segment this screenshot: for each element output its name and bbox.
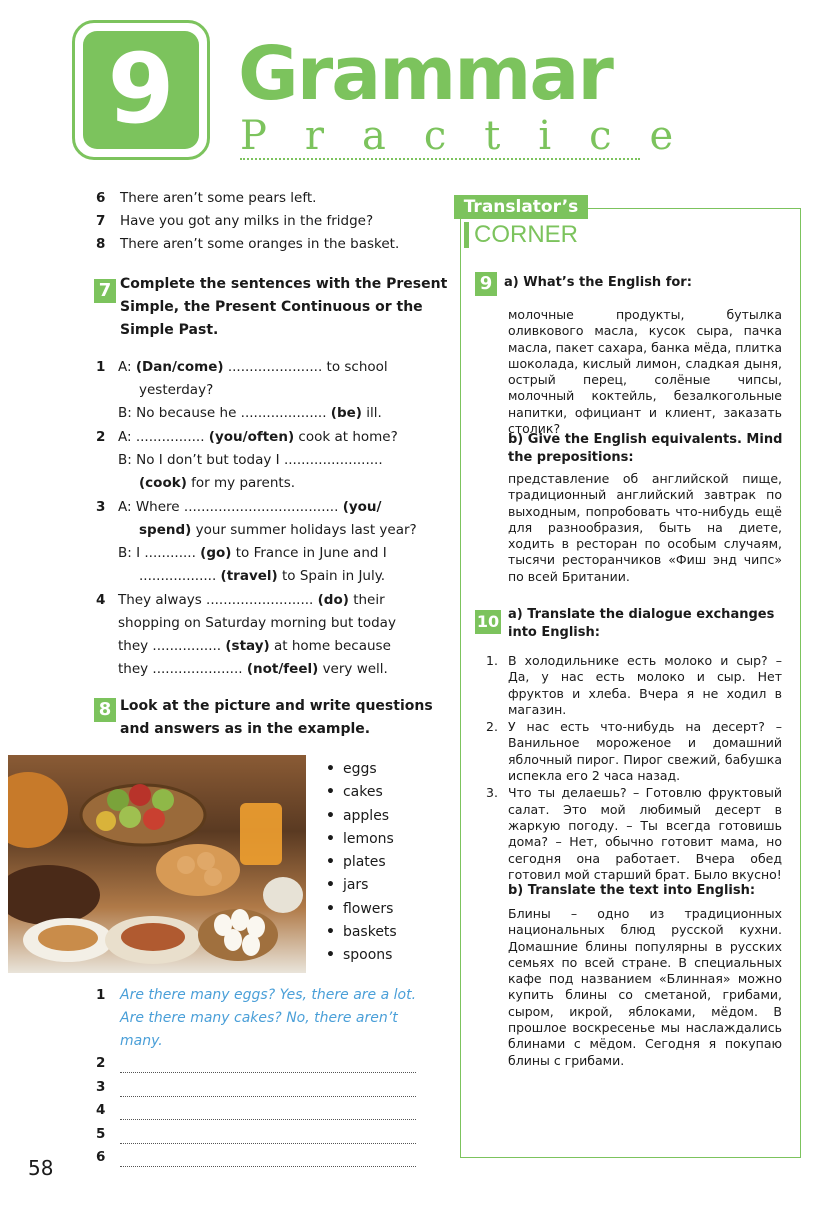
item-number: 8 [96,236,106,252]
answer-line [120,1119,416,1120]
dialogue-item [486,719,782,784]
item-number: 4 [96,592,106,608]
heading-line: into English: [508,625,600,640]
exercise-line [118,496,381,519]
food-picture [8,755,306,973]
exercise-10a-list [486,653,782,883]
verb-prompt: (cook) [139,475,187,491]
exercise-9b-text: представление об английской пище, традиционный английский завтрак по выходным, попробовать что-нибудь ещё для разнообразия, быть на диете, ходить в ресторан по особым случаям, тысячи ресторанчиков «Фиш энд чипс» по всей Британии. [508,471,782,584]
exercise-line [118,658,388,681]
line-text: .................. [139,568,221,584]
example-answer [120,984,416,1053]
exercise-line [139,565,385,588]
verb-prompt: spend) [139,522,192,538]
dialogue-text: В холодильнике есть молоко и сыр? – Да, у нас есть молоко и сыр. Нет фруктов и хлеба. Вчера я не ходил в магазин. [508,653,782,717]
verb-prompt: (not/feel) [246,661,319,677]
word-item: • jars [326,874,397,897]
exercise-line [118,426,398,449]
exercise-10-badge: 10 [475,610,501,634]
line-text: they ................ [118,638,226,654]
exercise-9-badge: 9 [475,272,497,296]
line-text: shopping on Saturday morning but today [118,615,396,631]
chapter-badge [72,20,210,160]
exercise-line [118,402,382,425]
word-item: • apples [326,805,397,828]
word-item: • lemons [326,828,397,851]
exercise-8-badge: 8 [94,698,116,722]
exercise-line [118,589,385,612]
exercise-7-instruction [120,273,447,342]
exercise-line [139,472,295,495]
line-text: ill. [361,405,382,421]
line-text: ...................... to school [223,359,388,375]
line-text: very well. [318,661,388,677]
blank-number: 3 [96,1078,106,1095]
answer-line [120,1143,416,1144]
word-item: • cakes [326,781,397,804]
example-line: Are there many eggs? Yes, there are a lot. [120,987,417,1003]
answer-line [120,1096,416,1097]
heading-line: the prepositions: [508,450,634,465]
verb-prompt: (do) [317,592,349,608]
exercise-line [139,379,213,402]
verb-prompt: (travel) [220,568,278,584]
word-item: • flowers [326,898,397,921]
line-text: B: I ............ [118,545,201,561]
verb-prompt: (you/often) [208,429,295,445]
exercise-10b-heading: b) Translate the text into English: [508,883,756,898]
word-item: • baskets [326,921,397,944]
verb-prompt: (Dan/come) [135,359,224,375]
line-text: B: No I don’t but today I ....................... [118,452,383,468]
blank-number: 5 [96,1125,106,1142]
exercise-line [118,449,383,472]
dialogue-number: 2. [486,719,498,735]
exercise-9b-heading [508,431,788,467]
page-number: 58 [28,1156,54,1180]
verb-prompt: (go) [200,545,232,561]
instruction-line: Complete the sentences with the Present [120,276,448,292]
instruction-line: Simple Past. [120,322,219,338]
instruction-line: Look at the picture and write questions [120,698,433,714]
example-line: Are there many cakes? No, there aren’t [120,1010,398,1026]
line-text: their [348,592,385,608]
line-text: A: ................ [118,429,209,445]
answer-line [120,1166,416,1167]
item-text: There aren’t some oranges in the basket. [120,236,400,252]
line-text: they ..................... [118,661,247,677]
food-illustration [8,755,306,973]
line-text: to Spain in July. [277,568,386,584]
line-text: cook at home? [294,429,398,445]
exercise-10a-heading [508,606,788,642]
example-number: 1 [96,987,106,1003]
line-text: at home because [269,638,391,654]
exercise-line [118,612,396,635]
exercise-9a-text: молочные продукты, бутылка оливкового масла, кусок сыра, пачка масла, пакет сахара, банка мёда, плитка шоколада, кислый лимон, сладкая дыня, острый перец, солёные чипсы, молочный коктейль, безалкогольные напитки, официант и клиент, заказать столик? [508,307,782,437]
exercise-7-badge: 7 [94,279,116,303]
page-title: Grammar [238,31,612,117]
word-item: • spoons [326,944,397,967]
dialogue-number: 1. [486,653,498,668]
word-list [326,758,397,968]
dialogue-text: Что ты делаешь? – Готовлю фруктовый салат. Это мой любимый десерт в жаркую погоду. – Ты всегда готовишь дома? – Нет, обычно готовит мама, но сегодня она работает. Вчера обед готовил мой старший брат. Было вкусно! [508,785,782,882]
word-item: • plates [326,851,397,874]
verb-prompt: (be) [330,405,362,421]
heading-line: b) Give the English equivalents. Mind [508,432,783,447]
line-text: for my parents. [186,475,296,491]
exercise-line [118,635,391,658]
exercise-10b-text: Блины – одно из традиционных национальных блюд русской кухни. Домашние блины популярны в русских семьях по всей стране. В специальных кафе под названием «Блинная» можно купить блины со сметаной, грибами, сыром, икрой, яблоками, мёдом. В прошлое воскресенье мы наслаждались блинами с мёдом. Сегодня я покупаю блины с грибами. [508,906,782,1068]
dialogue-text: У нас есть что-нибудь на десерт? – Ванильное мороженое и домашний яблочный пирог. Пирог свежий, бабушка испекла его 2 часа назад. [508,719,782,784]
blank-number: 6 [96,1149,106,1165]
chapter-number: 9 [107,33,175,145]
dialogue-number: 3. [486,785,498,801]
instruction-line: Simple, the Present Continuous or the [120,299,423,315]
item-number: 3 [96,499,106,515]
line-text: your summer holidays last year? [191,522,417,538]
word-item: • eggs [326,758,397,781]
line-text: yesterday? [139,382,214,398]
exercise-line [118,542,387,565]
corner-title-bar [464,222,469,248]
line-text: A: Where .................................... [118,499,343,515]
exercise-8-instruction [120,695,433,741]
dialogue-item [486,785,782,883]
verb-prompt: (stay) [225,638,270,654]
item-number: 6 [96,190,106,206]
line-text: B: No because he .................... [118,405,331,421]
corner-title-bottom: CORNER [474,221,579,248]
title-divider [240,158,640,160]
exercise-line [139,519,417,542]
dialogue-item [486,653,782,718]
answer-line [120,1072,416,1073]
instruction-line: and answers as in the example. [120,721,371,737]
item-text: There aren’t some pears left. [120,190,317,206]
item-text: Have you got any milks in the fridge? [120,213,374,229]
line-text: A: [118,359,136,375]
item-number: 7 [96,213,106,229]
corner-title-top: Translator’s [454,195,588,219]
item-number: 2 [96,429,106,445]
blank-number: 4 [96,1102,106,1118]
example-line: many. [120,1033,163,1049]
line-text: to France in June and I [231,545,387,561]
exercise-9a-heading: a) What’s the English for: [504,275,692,290]
exercise-line [118,356,388,379]
heading-line: a) Translate the dialogue exchanges [508,607,775,622]
item-number: 1 [96,359,106,375]
chapter-badge-fill [83,31,199,149]
line-text: They always ......................... [118,592,318,608]
page-subtitle: Practice [240,113,712,159]
verb-prompt: (you/ [342,499,382,515]
blank-number: 2 [96,1055,106,1071]
